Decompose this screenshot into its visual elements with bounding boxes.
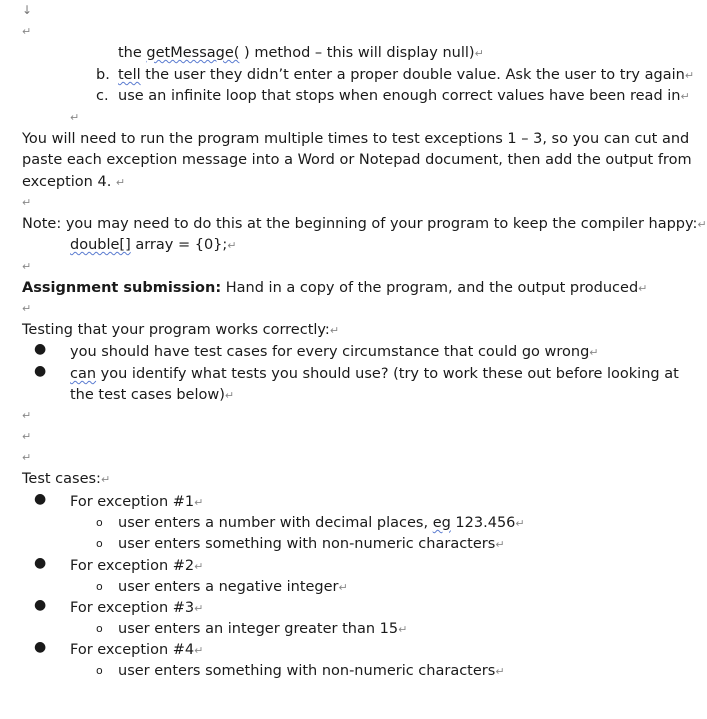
exception-1: For exception #1↵: [70, 494, 204, 510]
testing-bullet-2-cont: the test cases below)↵: [70, 387, 235, 403]
para-mark: ↵: [22, 451, 32, 464]
bullet: ●: [34, 639, 47, 655]
list-marker-b: b.: [96, 67, 110, 83]
exception-4-case-a: user enters something with non-numeric characters↵: [118, 663, 505, 679]
sub-bullet: o: [96, 664, 103, 677]
list-marker-c: c.: [96, 88, 109, 104]
body-paragraph-line: paste each exception message into a Word or Notepad document, then add the output from: [22, 152, 692, 168]
para-mark: ↵: [70, 111, 80, 124]
para-mark: ↵: [22, 409, 32, 422]
test-cases-heading: Test cases:↵: [22, 471, 111, 487]
submission-label: Assignment submission:: [22, 280, 222, 296]
testing-bullet-1: you should have test cases for every circumstance that could go wrong↵: [70, 344, 599, 360]
exception-3-case-a: user enters an integer greater than 15↵: [118, 621, 408, 637]
para-mark: ↵: [22, 196, 32, 209]
testing-bullet-2: can you identify what tests you should use? (try to work these out before looking at: [70, 366, 679, 382]
testing-heading: Testing that your program works correctly:↵: [22, 322, 340, 338]
sub-bullet: o: [96, 516, 103, 529]
para-mark: ↵: [22, 25, 32, 38]
sub-bullet: o: [96, 580, 103, 593]
bullet: ●: [34, 363, 47, 379]
bullet: ●: [34, 341, 47, 357]
body-paragraph-line: exception 4. ↵: [22, 174, 126, 190]
sub-bullet: o: [96, 537, 103, 550]
exception-2-case-a: user enters a negative integer↵: [118, 579, 348, 595]
exception-2: For exception #2↵: [70, 558, 204, 574]
exception-1-case-b: user enters something with non-numeric characters↵: [118, 536, 505, 552]
bullet: ●: [34, 597, 47, 613]
list-item-c: use an infinite loop that stops when enough correct values have been read in↵: [118, 88, 690, 104]
sub-bullet: o: [96, 622, 103, 635]
list-item-b: tell the user they didn’t enter a proper double value. Ask the user to try again↵: [118, 67, 695, 83]
exception-3: For exception #3↵: [70, 600, 204, 616]
para-mark: ↵: [22, 430, 32, 443]
note-code-line: double[] array = {0};↵: [70, 237, 237, 253]
exception-4: For exception #4↵: [70, 642, 204, 658]
para-mark: ↵: [22, 260, 32, 273]
getmessage-word: getMessage(: [146, 45, 240, 61]
note-line: Note: you may need to do this at the beginning of your program to keep the compiler happy:↵: [22, 216, 707, 232]
exception-1-case-a: user enters a number with decimal places, eg 123.456↵: [118, 515, 525, 531]
bullet: ●: [34, 491, 47, 507]
para-mark: ↵: [22, 302, 32, 315]
getmessage-line: the getMessage( ) method – this will display null)↵: [118, 45, 484, 61]
bullet: ●: [34, 555, 47, 571]
submission-line: Assignment submission: Hand in a copy of the program, and the output produced↵: [22, 280, 648, 296]
body-paragraph-line: You will need to run the program multiple times to test exceptions 1 – 3, so you can cut and: [22, 131, 690, 147]
arrow-mark: ↓: [22, 3, 33, 17]
